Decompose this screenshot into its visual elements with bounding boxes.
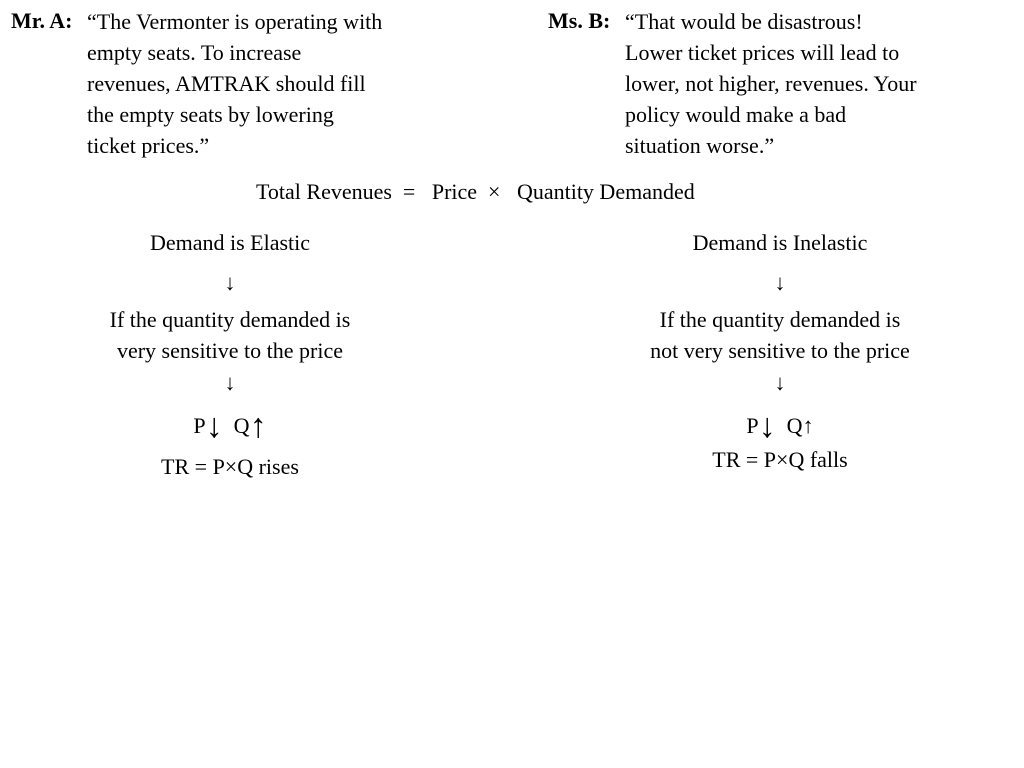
mr-a-quote-line: “The Vermonter is operating with [87, 9, 383, 34]
price-label: P [193, 413, 206, 438]
ms-b-quote-line: “That would be disastrous! [625, 9, 863, 34]
inelastic-condition-line: not very sensitive to the price [650, 338, 910, 363]
mr-a-quote-line: the empty seats by lowering [87, 102, 334, 127]
ms-b-quote-line: lower, not higher, revenues. Your [625, 71, 917, 96]
quantity-up-arrow-icon: ↑ [249, 408, 267, 445]
inelastic-result: TR = P×Q falls [712, 447, 848, 472]
inelastic-condition [580, 304, 980, 366]
price-down-arrow-icon: ↓ [205, 408, 223, 445]
quantity-label: Q [786, 413, 803, 438]
price-label: P [746, 413, 759, 438]
ms-b-speaker: Ms. B: [548, 8, 611, 33]
inelastic-heading: Demand is Inelastic [692, 230, 868, 255]
ms-b-quote-line: policy would make a bad [625, 102, 847, 127]
ms-b-quote [625, 6, 917, 161]
ms-b-quote-line: Lower ticket prices will lead to [625, 40, 900, 65]
quantity-label: Q [233, 413, 250, 438]
mr-a-speaker: Mr. A: [11, 8, 73, 33]
mr-a-quote-line: empty seats. To increase [87, 40, 302, 65]
ms-b-quote-line: situation worse.” [625, 133, 775, 158]
elastic-condition-line: If the quantity demanded is [109, 307, 351, 332]
elastic-condition-line: very sensitive to the price [116, 338, 344, 363]
mr-a-quote-line: ticket prices.” [87, 133, 210, 158]
inelastic-condition-line: If the quantity demanded is [659, 307, 901, 332]
price-down-arrow-icon: ↓ [758, 408, 776, 445]
mr-a-quote [87, 6, 382, 161]
elastic-heading: Demand is Elastic [149, 230, 311, 255]
elastic-condition [30, 304, 430, 366]
inelastic-pq-change [580, 410, 980, 444]
down-arrow-icon: ↓ [774, 270, 786, 295]
down-arrow-icon: ↓ [224, 370, 236, 395]
elastic-pq-change [30, 410, 430, 444]
down-arrow-icon: ↓ [224, 270, 236, 295]
quantity-up-arrow-icon: ↑ [802, 413, 814, 438]
mr-a-quote-line: revenues, AMTRAK should fill [87, 71, 366, 96]
elastic-result: TR = P×Q rises [161, 454, 299, 479]
total-revenue-formula: Total Revenues = Price × Quantity Demanded [256, 179, 695, 204]
down-arrow-icon: ↓ [774, 370, 786, 395]
